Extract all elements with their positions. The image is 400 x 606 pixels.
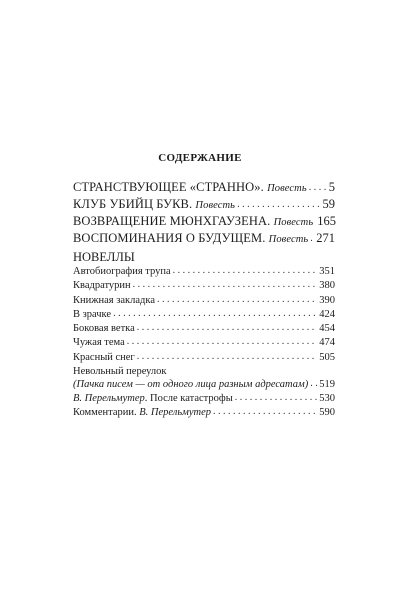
story-title: ВОСПОМИНАНИЯ О БУДУЩЕМ bbox=[73, 231, 263, 245]
toc-entry-story-2[interactable]: КЛУБ УБИЙЦ БУКВ. Повесть . . . 59 bbox=[73, 197, 335, 214]
leader-dots bbox=[157, 294, 317, 305]
novella-title: Квадратурин bbox=[73, 280, 131, 292]
toc-entry-commentary[interactable]: Комментарии. В. Перельмутер . . . 590 bbox=[73, 407, 335, 421]
toc-entry-novella-8-subtitle bbox=[73, 379, 335, 393]
leader-dots bbox=[173, 265, 318, 276]
leader-dots bbox=[137, 322, 317, 333]
toc-entry-story-3[interactable]: ВОЗВРАЩЕНИЕ МЮНХГАУЗЕНА. Повесть 165 bbox=[73, 214, 336, 228]
leader-dots bbox=[237, 199, 320, 210]
toc-heading: СОДЕРЖАНИЕ bbox=[158, 152, 242, 164]
toc-entry-novella-6[interactable] bbox=[73, 337, 335, 351]
page-number: 59 bbox=[322, 197, 335, 211]
novella-title: Невольный переулок bbox=[73, 366, 167, 378]
page-number: 505 bbox=[319, 351, 335, 363]
toc-entry-story-4[interactable]: ВОСПОМИНАНИЯ О БУДУЩЕМ. Повесть . . . 271 bbox=[73, 231, 335, 248]
story-title: КЛУБ УБИЙЦ БУКВ bbox=[73, 197, 189, 211]
leader-dots bbox=[309, 182, 327, 193]
toc-entry-novella-4[interactable] bbox=[73, 309, 335, 323]
toc-entry-novella-3[interactable] bbox=[73, 295, 335, 309]
toc-entry-novella-2[interactable] bbox=[73, 280, 335, 294]
page-number: 165 bbox=[317, 214, 336, 228]
page-number: 380 bbox=[319, 280, 335, 292]
leader-dots bbox=[235, 392, 317, 403]
story-title: ВОЗВРАЩЕНИЕ МЮНХГАУЗЕНА bbox=[73, 214, 268, 228]
commentary-author: В. Перельмутер bbox=[139, 407, 211, 418]
novella-title: Автобиография трупа bbox=[73, 266, 171, 277]
toc-entry-novella-8[interactable] bbox=[73, 366, 335, 379]
novellas-heading: НОВЕЛЛЫ bbox=[73, 250, 135, 264]
novella-title: Красный снег bbox=[73, 351, 135, 363]
toc-entry-novella-5[interactable] bbox=[73, 323, 335, 337]
page-number: 351 bbox=[319, 266, 335, 277]
story-genre: Повесть bbox=[267, 183, 307, 194]
toc-entry-novella-1[interactable] bbox=[73, 266, 335, 280]
novella-subtitle: (Пачка писем — от одного лица разным адресатам) bbox=[73, 378, 309, 390]
toc-entry-story-1[interactable]: СТРАНСТВУЮЩЕЕ «СТРАННО». Повесть . . . 5 bbox=[73, 180, 335, 197]
appendix-section bbox=[73, 393, 335, 421]
novella-title: Чужая тема bbox=[73, 337, 125, 349]
novella-title: Книжная закладка bbox=[73, 294, 155, 306]
page-number: 590 bbox=[319, 407, 335, 418]
page-number: 271 bbox=[316, 231, 335, 245]
leader-dots bbox=[133, 279, 318, 290]
leader-dots bbox=[310, 378, 317, 389]
page-number: 474 bbox=[319, 337, 335, 349]
leader-dots bbox=[113, 308, 317, 319]
page-number: 424 bbox=[319, 308, 335, 320]
page-number: 530 bbox=[319, 393, 335, 404]
toc-entry-novella-7[interactable] bbox=[73, 352, 335, 366]
leader-dots bbox=[213, 406, 317, 417]
story-genre: Повесть bbox=[273, 217, 314, 228]
leader-dots bbox=[137, 351, 318, 362]
story-title: СТРАНСТВУЮЩЕЕ «СТРАННО» bbox=[73, 180, 261, 194]
page-number: 519 bbox=[319, 378, 335, 390]
afterword-author: В. Перельмутер bbox=[73, 393, 145, 404]
commentary-title: Комментарии bbox=[73, 407, 134, 418]
leader-dots bbox=[127, 336, 317, 347]
story-genre: Повесть bbox=[268, 234, 309, 245]
novella-title: Боковая ветка bbox=[73, 323, 135, 335]
story-genre: Повесть bbox=[195, 200, 236, 211]
page-number: 454 bbox=[319, 323, 335, 335]
page-number: 5 bbox=[328, 180, 335, 194]
stories-list bbox=[73, 180, 335, 248]
novella-title: В зрачке bbox=[73, 308, 112, 320]
page-number: 390 bbox=[319, 294, 335, 306]
toc-entry-afterword[interactable]: В. Перельмутер. После катастрофы . . . 530 bbox=[73, 393, 335, 407]
novellas-section bbox=[73, 250, 335, 393]
afterword-title: После катастрофы bbox=[150, 393, 233, 404]
leader-dots bbox=[310, 233, 314, 244]
